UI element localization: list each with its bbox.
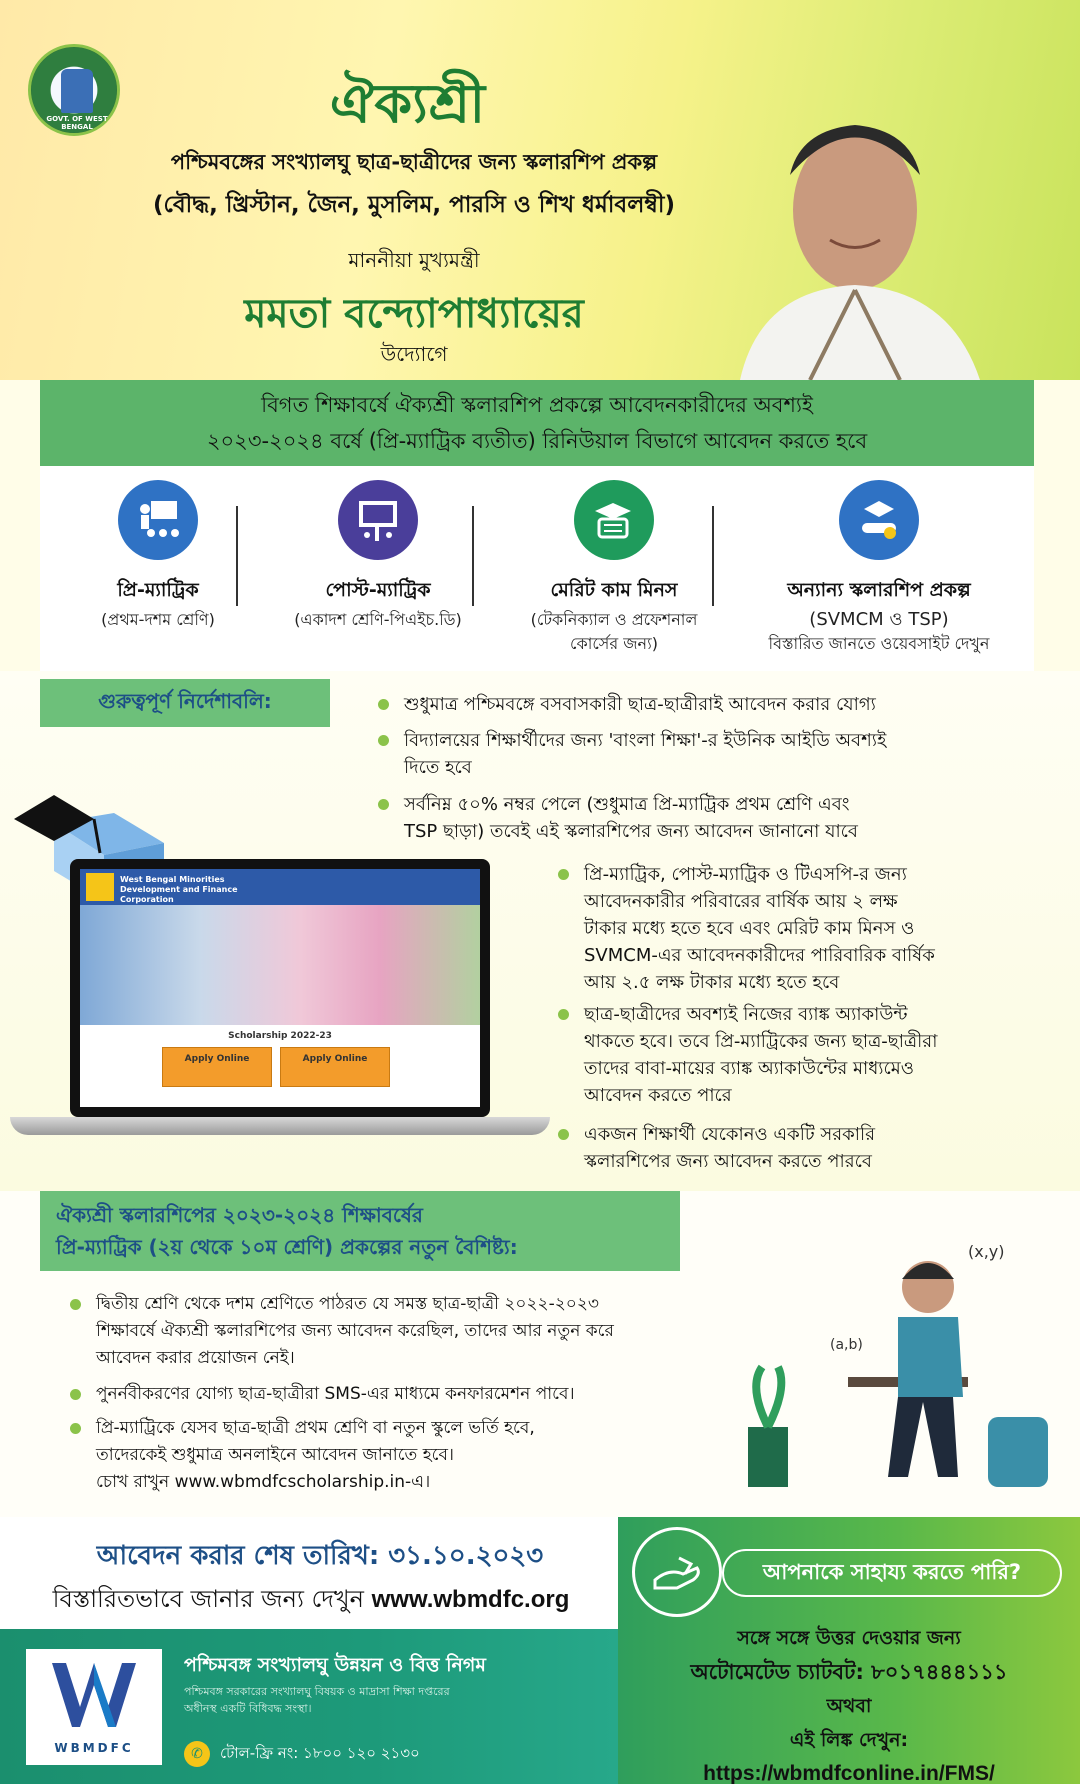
category-desc: (প্রথম-দশম শ্রেণি) bbox=[101, 610, 215, 629]
laptop-org-name: West Bengal Minorities Development and Finance Corporation bbox=[120, 875, 238, 904]
category-merit-cum-means bbox=[496, 480, 732, 656]
instruction-item: বিদ্যালয়ের শিক্ষার্থীদের জন্য 'বাংলা শিক্ষা'-র ইউনিক আইডি অবশ্যই দিতে হবে bbox=[404, 727, 886, 781]
or-label: অথবা bbox=[826, 1695, 872, 1717]
new-features-section bbox=[0, 1191, 1080, 1517]
features-heading-line-1: ঐক্যশ্রী স্কলারশিপের ২০২৩-২০২৪ শিক্ষাবর্ষের bbox=[56, 1203, 423, 1227]
laptop-base bbox=[10, 1117, 550, 1135]
apply-online-button-2[interactable]: Apply Online bbox=[280, 1047, 390, 1087]
laptop-caption: Scholarship 2022-23 bbox=[228, 1031, 332, 1041]
graduate-cap-certificate-icon bbox=[574, 480, 654, 560]
renewal-line-2: ২০২৩-২০২৪ বর্ষে (প্রি-ম্যাট্রিক ব্যতীত) রিনিউয়াল বিভাগে আবেদন করতে হবে bbox=[206, 429, 868, 453]
application-deadline: আবেদন করার শেষ তারিখ: ৩১.১০.২০২৩ bbox=[96, 1541, 544, 1571]
wbmdfc-logo: WBMDFC bbox=[26, 1649, 162, 1765]
category-desc-2: কোর্সের জন্য) bbox=[570, 634, 658, 653]
initiative-label: উদ্যোগে bbox=[380, 342, 448, 366]
website-link[interactable]: www.wbmdfc.org bbox=[371, 1586, 570, 1613]
divider bbox=[236, 506, 238, 606]
chief-minister-name: মমতা বন্দ্যোপাধ্যায়ের bbox=[244, 291, 584, 337]
instruction-item: প্রি-ম্যাট্রিক, পোস্ট-ম্যাট্রিক ও টিএসপি-র জন্য আবেদনকারীর পরিবারের বার্ষিক আয় ২ লক্ষ টাকার মধ্যে হতে হবে এবং মেরিট কাম মিনস ও SVMCM-এর আবেদনকারীদের পারিবারিক বার্ষিক আয় ২.৫ লক্ষ টাকার মধ্যে হতে হবে bbox=[584, 861, 935, 996]
category-name: প্রি-ম্যাট্রিক bbox=[117, 579, 199, 601]
scheme-title: ঐক্যশ্রী bbox=[330, 72, 487, 135]
category-name: অন্যান্য স্কলারশিপ প্রকল্প bbox=[787, 579, 971, 601]
emblem-text: GOVT. OF WEST BENGAL bbox=[46, 115, 108, 131]
features-heading-line-2: প্রি-ম্যাট্রিক (২য় থেকে ১০ম শ্রেণি) প্রকল্পের নতুন বৈশিষ্ট্য: bbox=[56, 1235, 518, 1259]
footer-contact bbox=[0, 1517, 618, 1784]
feature-item: পুনর্নবীকরণের যোগ্য ছাত্র-ছাত্রীরা SMS-এর মাধ্যমে কনফারমেশন পাবে। bbox=[96, 1381, 575, 1408]
fms-link[interactable]: https://wbmdfconline.in/FMS/ bbox=[703, 1762, 995, 1784]
link-label: এই লিঙ্ক দেখুন: bbox=[789, 1729, 909, 1751]
help-chatbot-section bbox=[618, 1517, 1080, 1784]
feature-item: প্রি-ম্যাট্রিকে যেসব ছাত্র-ছাত্রী প্রথম শ্রেণি বা নতুন স্কুলে ভর্তি হবে, তাদেরকেই শুধুমাত্র অনলাইনে আবেদন জানাতে হবে। চোখ রাখুন www.wbmdfcscholarship.in-এ। bbox=[96, 1415, 535, 1496]
divider bbox=[712, 506, 714, 606]
org-description: পশ্চিমবঙ্গ সরকারের সংখ্যালঘু বিষয়ক ও মাদ্রাসা শিক্ষা দপ্তরের অধীনস্থ একটি বিধিবদ্ধ সংস্থা। bbox=[184, 1685, 450, 1715]
instructions-heading: গুরুত্বপূর্ণ নির্দেশাবলি: bbox=[40, 679, 330, 727]
phone-icon: ✆ bbox=[184, 1741, 210, 1767]
svg-text:(a,b): (a,b) bbox=[830, 1337, 863, 1353]
students-photo bbox=[80, 905, 480, 1025]
category-other-schemes bbox=[734, 480, 1024, 656]
chatbot-info bbox=[618, 1621, 1080, 1784]
category-pre-matric bbox=[40, 480, 276, 632]
feature-item: দ্বিতীয় শ্রেণি থেকে দশম শ্রেণিতে পাঠরত যে সমস্ত ছাত্র-ছাত্রী ২০২২-২০২৩ শিক্ষাবর্ষে ঐক্যশ্রী স্কলারশিপের জন্য আবেদন করেছিল, তাদের আর নতুন করে আবেদন করার প্রয়োজন নেই। bbox=[96, 1291, 614, 1372]
wbmdfc-logo-icon bbox=[52, 1663, 136, 1727]
teacher-class-icon bbox=[118, 480, 198, 560]
instruction-item: ছাত্র-ছাত্রীদের অবশ্যই নিজের ব্যাঙ্ক অ্যাকাউন্ট থাকতে হবে। তবে প্রি-ম্যাট্রিকের জন্য ছাত্র-ছাত্রীরা তাদের বাবা-মায়ের ব্যাঙ্ক অ্যাকাউন্টের মাধ্যমেও আবেদন করতে পারে bbox=[584, 1001, 937, 1109]
org-name: পশ্চিমবঙ্গ সংখ্যালঘু উন্নয়ন ও বিত্ত নিগম bbox=[184, 1654, 486, 1676]
instruction-item: সর্বনিম্ন ৫০% নম্বর পেলে (শুধুমাত্র প্রি-ম্যাট্রিক প্রথম শ্রেণি এবং TSP ছাড়া) তবেই এই স্কলারশিপের জন্য আবেদন জানানো যাবে bbox=[404, 791, 858, 845]
category-desc-2: বিস্তারিত জানতে ওয়েবসাইট দেখুন bbox=[768, 634, 990, 653]
divider bbox=[472, 506, 474, 606]
important-instructions bbox=[0, 671, 1080, 1191]
svg-text:(x,y): (x,y) bbox=[968, 1242, 1005, 1261]
scholarship-website-laptop bbox=[70, 859, 490, 1135]
religions-line: (বৌদ্ধ, খ্রিস্টান, জৈন, মুসলিম, পারসি ও শিখ ধর্মাবলম্বী) bbox=[153, 192, 675, 218]
scheme-subtitle: পশ্চিমবঙ্গের সংখ্যালঘু ছাত্র-ছাত্রীদের জন্য স্কলারশিপ প্রকল্প bbox=[170, 150, 658, 174]
tollfree-number[interactable]: ✆ টোল-ফ্রি নং: ১৮০০ ১২০ ২১৩০ bbox=[184, 1741, 420, 1767]
renewal-notice-banner bbox=[40, 380, 1034, 466]
scholarship-categories bbox=[40, 466, 1034, 671]
apply-online-button[interactable]: Apply Online bbox=[162, 1047, 272, 1087]
features-heading bbox=[40, 1191, 680, 1271]
category-post-matric bbox=[260, 480, 496, 632]
category-desc: (SVMCM ও TSP) bbox=[809, 609, 949, 630]
category-name: পোস্ট-ম্যাট্রিক bbox=[325, 579, 431, 601]
instruction-item: একজন শিক্ষার্থী যেকোনও একটি সরকারি স্কলারশিপের জন্য আবেদন করতে পারবে bbox=[584, 1121, 875, 1175]
diploma-scroll-icon bbox=[839, 480, 919, 560]
header-banner bbox=[0, 0, 1080, 380]
student-studying-illustration bbox=[748, 1227, 1058, 1497]
instruction-item: শুধুমাত্র পশ্চিমবঙ্গে বসবাসকারী ছাত্র-ছাত্রীরাই আবেদন করার যোগ্য bbox=[404, 691, 876, 718]
category-name: মেরিট কাম মিনস bbox=[550, 579, 678, 601]
renewal-line-1: বিগত শিক্ষাবর্ষে ঐক্যশ্রী স্কলারশিপ প্রকল্পে আবেদনকারীদের অবশ্যই bbox=[261, 393, 813, 417]
west-bengal-emblem-icon bbox=[28, 44, 120, 136]
org-band bbox=[0, 1629, 618, 1784]
chief-minister-portrait bbox=[680, 90, 1040, 380]
website-line: বিস্তারিতভাবে জানার জন্য দেখুন www.wbmdfc.org bbox=[52, 1585, 570, 1613]
chatbot-line-1: সঙ্গে সঙ্গে উত্তর দেওয়ার জন্য bbox=[737, 1627, 961, 1649]
category-desc: (একাদশ শ্রেণি-পিএইচ.ডি) bbox=[294, 610, 462, 629]
chatbot-number[interactable]: অটোমেটেড চ্যাটবট: ৮০১৭৪৪৪১১১ bbox=[690, 1660, 1008, 1684]
category-desc: (টেকনিক্যাল ও প্রফেশনাল bbox=[530, 610, 698, 629]
help-title: আপনাকে সাহায্য করতে পারি? bbox=[722, 1549, 1062, 1597]
chief-minister-label: মাননীয়া মুখ্যমন্ত্রী bbox=[348, 248, 480, 272]
lecture-board-icon bbox=[338, 480, 418, 560]
wbmdfc-mini-logo-icon bbox=[86, 873, 114, 901]
helping-hand-icon bbox=[632, 1527, 722, 1617]
